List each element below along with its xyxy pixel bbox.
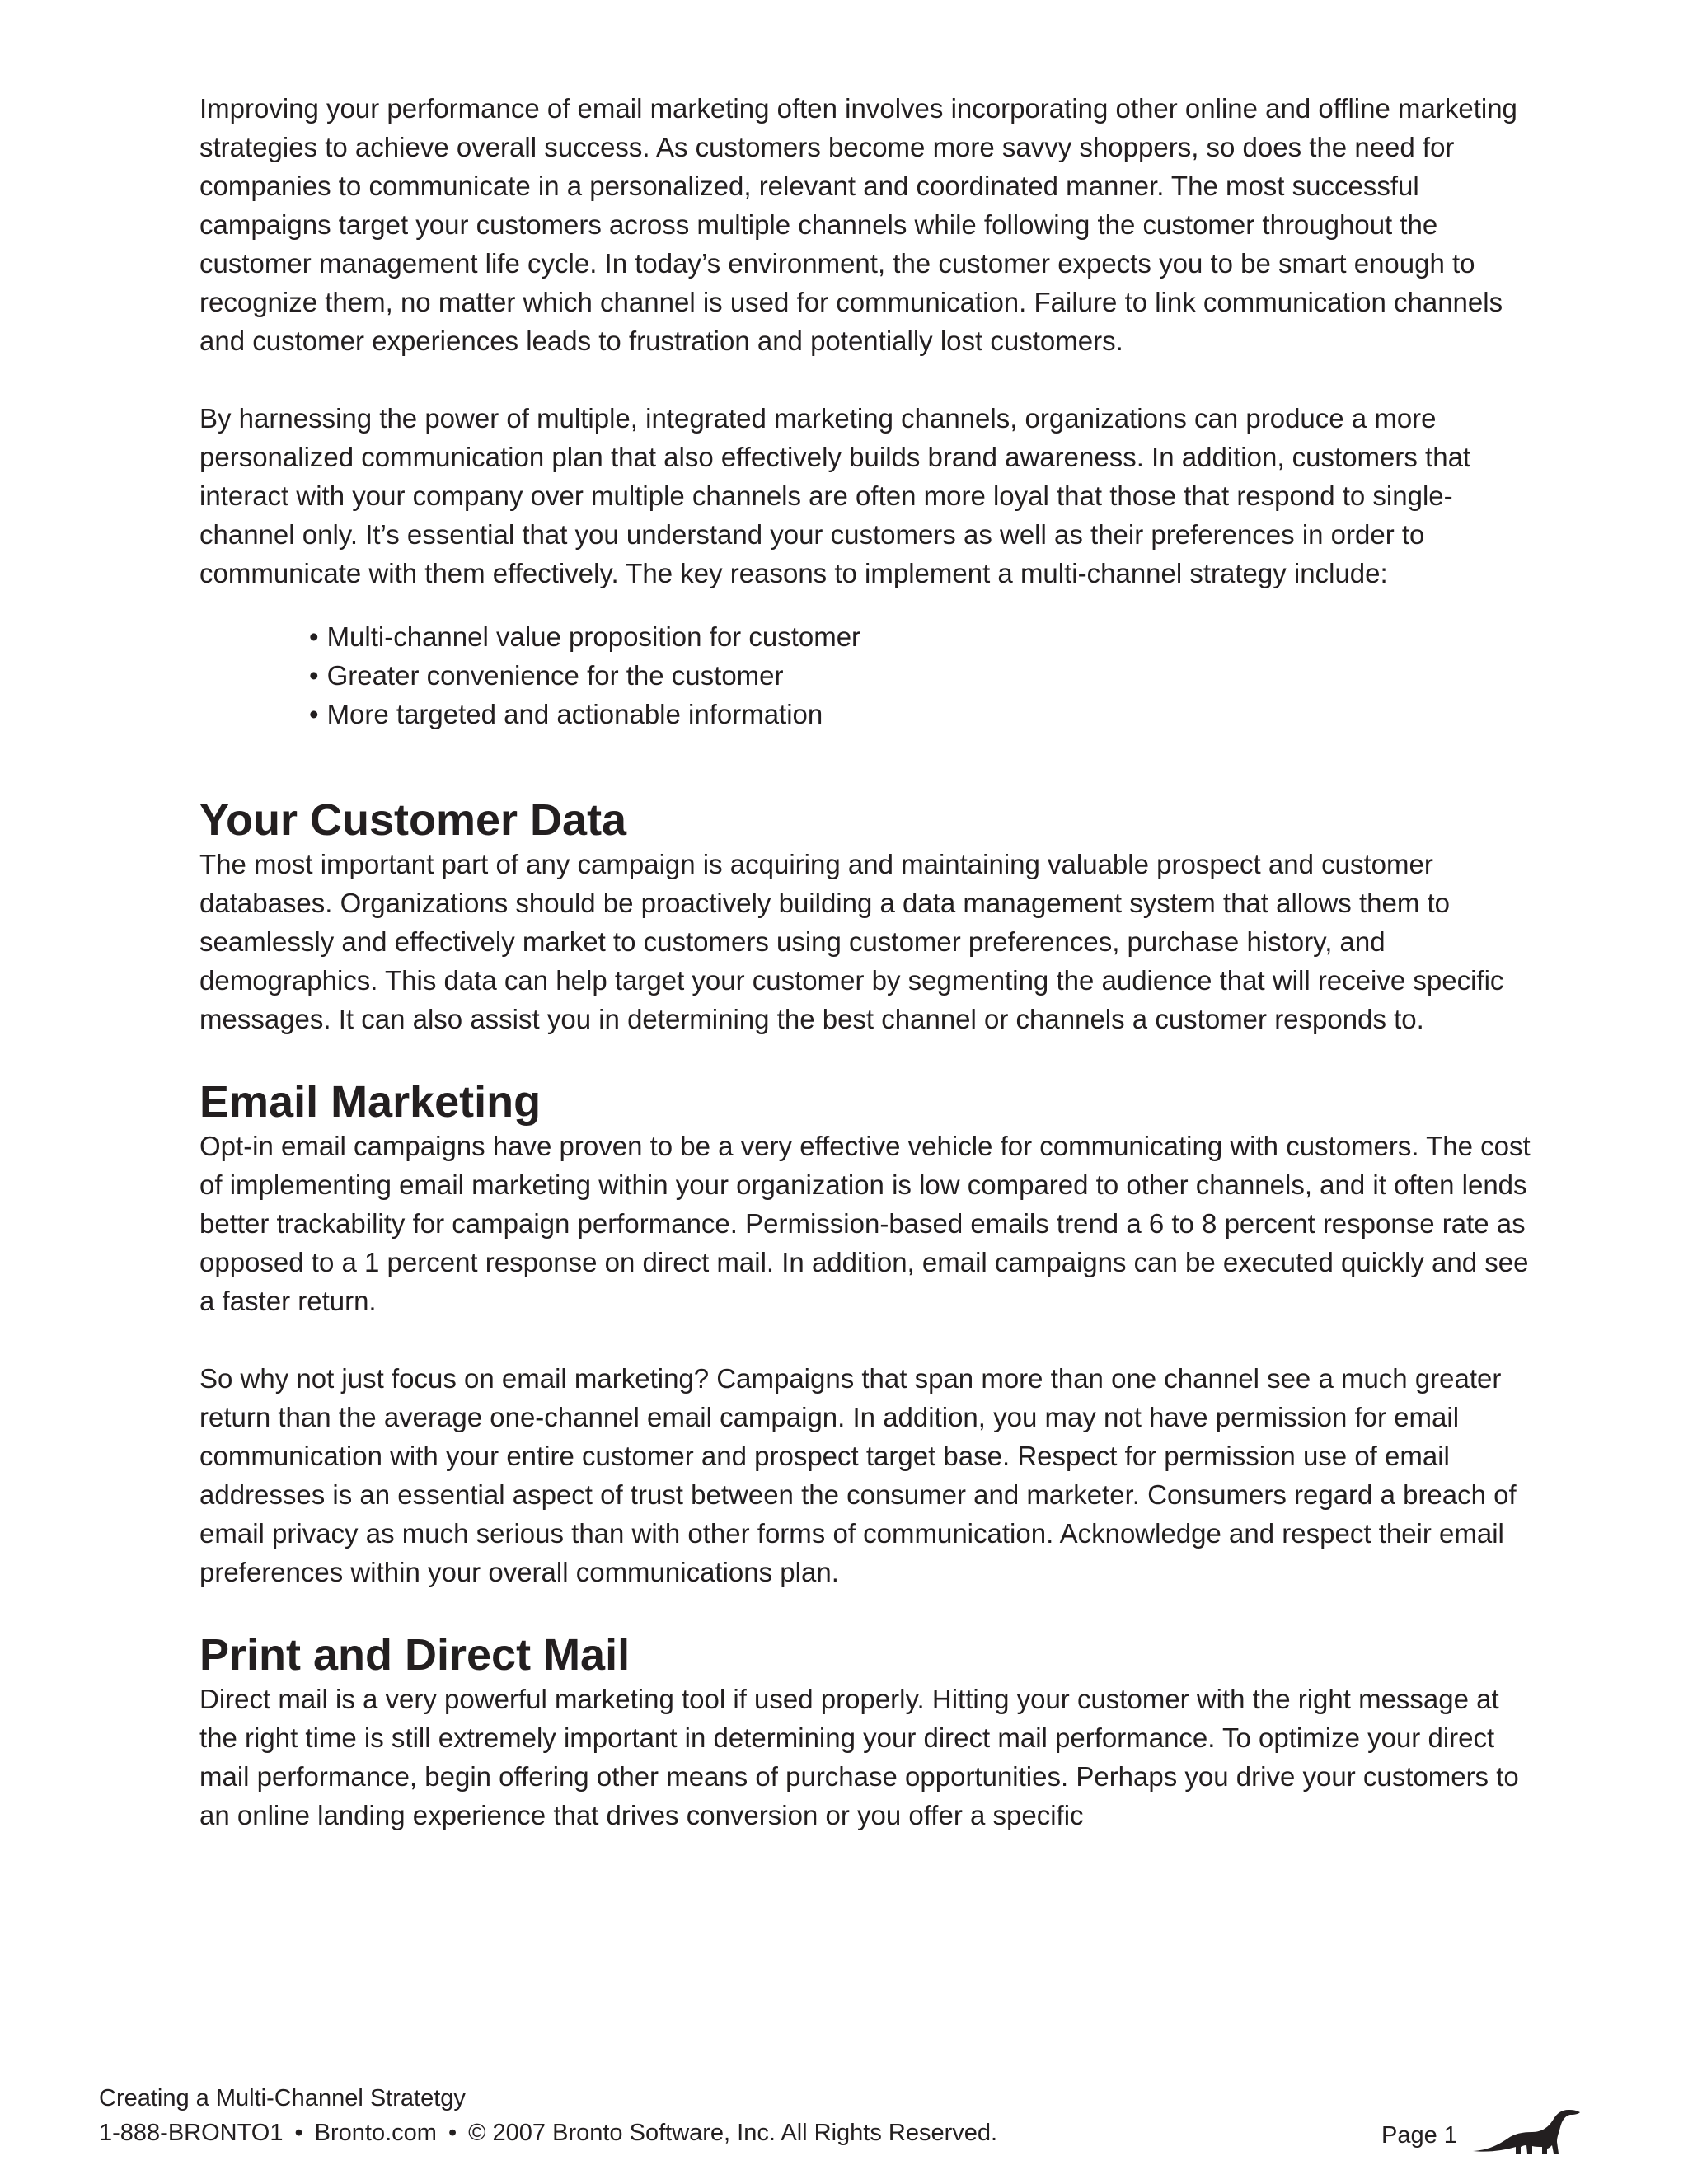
intro-paragraph-2: By harnessing the power of multiple, integrated marketing channels, organizations can produce a more personalized communication plan that also effectively builds brand awareness. In addition, customers that interact with your company over multiple channels are often more loyal that those that respond to single-channel only. It’s essential that you understand your customers as well as their preferences in order to communicate with them effectively. The key reasons to implement a multi-channel strategy include:	[199, 403, 1471, 588]
page-footer	[99, 2081, 997, 2150]
list-item: • Greater convenience for the customer	[309, 656, 1535, 695]
footer-copyright: © 2007 Bronto Software, Inc. All Rights Reserved.	[468, 2120, 998, 2146]
section-paragraph: The most important part of any campaign is acquiring and maintaining valuable prospect and customer databases. Organizations should be proactively building a data management system that allows them to seamlessly and effectively market to customers using customer preferences, purchase history, and demographics. This data can help target your customer by segmenting the audience that will receive specific messages. It can also assist you in determining the best channel or channels a customer responds to.	[199, 849, 1504, 1034]
footer-separator: •	[294, 2120, 303, 2146]
section-paragraph: So why not just focus on email marketing? Campaigns that span more than one channel see a much greater return than the average one-channel email campaign. In addition, you may not have permission for email communication with your entire customer and prospect target base. Respect for permission use of email addresses is an essential aspect of trust between the consumer and marketer. Consumers regard a breach of email privacy as much serious than with other forms of communication. Acknowledge and respect their email preferences within your overall communications plan.	[199, 1363, 1517, 1587]
section-print-direct-mail	[199, 1630, 1535, 1835]
section-heading: Email Marketing	[199, 1077, 542, 1127]
footer-website: Bronto.com	[314, 2120, 437, 2146]
page-number: Page 1	[1381, 2122, 1457, 2149]
list-item: • Multi-channel value proposition for customer	[309, 617, 1535, 656]
footer-phone: 1-888-BRONTO1	[99, 2120, 284, 2146]
section-heading: Your Customer Data	[199, 795, 627, 845]
key-reasons-list	[309, 617, 1535, 733]
brontosaurus-logo-icon	[1471, 2106, 1587, 2155]
document-body	[199, 89, 1535, 1873]
footer-separator: •	[448, 2120, 457, 2146]
intro-paragraph-1: Improving your performance of email marketing often involves incorporating other online and offline marketing strategies to achieve overall success. As customers become more savvy shoppers, so does the need for companies to communicate in a personalized, relevant and coordinated manner. The most successful campaigns target your customers across multiple channels while following the customer throughout the customer management life cycle. In today’s environment, the customer expects you to be smart enough to recognize them, no matter which channel is used for communication. Failure to link communication channels and customer experiences leads to frustration and potentially lost customers.	[199, 93, 1517, 356]
footer-document-title: Creating a Multi-Channel Stratetgy	[99, 2085, 466, 2111]
section-email-marketing	[199, 1077, 1535, 1591]
footer-contact-line	[99, 2116, 997, 2150]
section-paragraph: Direct mail is a very powerful marketing tool if used properly. Hitting your customer with the right message at the right time is still extremely important in determining your direct mail performance. To optimize your direct mail performance, begin offering other means of purchase opportunities. Perhaps you drive your customers to an online landing experience that drives conversion or you offer a specific	[199, 1684, 1519, 1830]
section-paragraph: Opt-in email campaigns have proven to be a very effective vehicle for communicating with customers. The cost of implementing email marketing within your organization is low compared to other channels, and it often lends better trackability for campaign performance. Permission-based emails trend a 6 to 8 percent response rate as opposed to a 1 percent response on direct mail. In addition, email campaigns can be executed quickly and see a faster return.	[199, 1131, 1531, 1316]
section-customer-data	[199, 795, 1535, 1038]
section-heading: Print and Direct Mail	[199, 1630, 631, 1680]
list-item: • More targeted and actionable information	[309, 695, 1535, 733]
